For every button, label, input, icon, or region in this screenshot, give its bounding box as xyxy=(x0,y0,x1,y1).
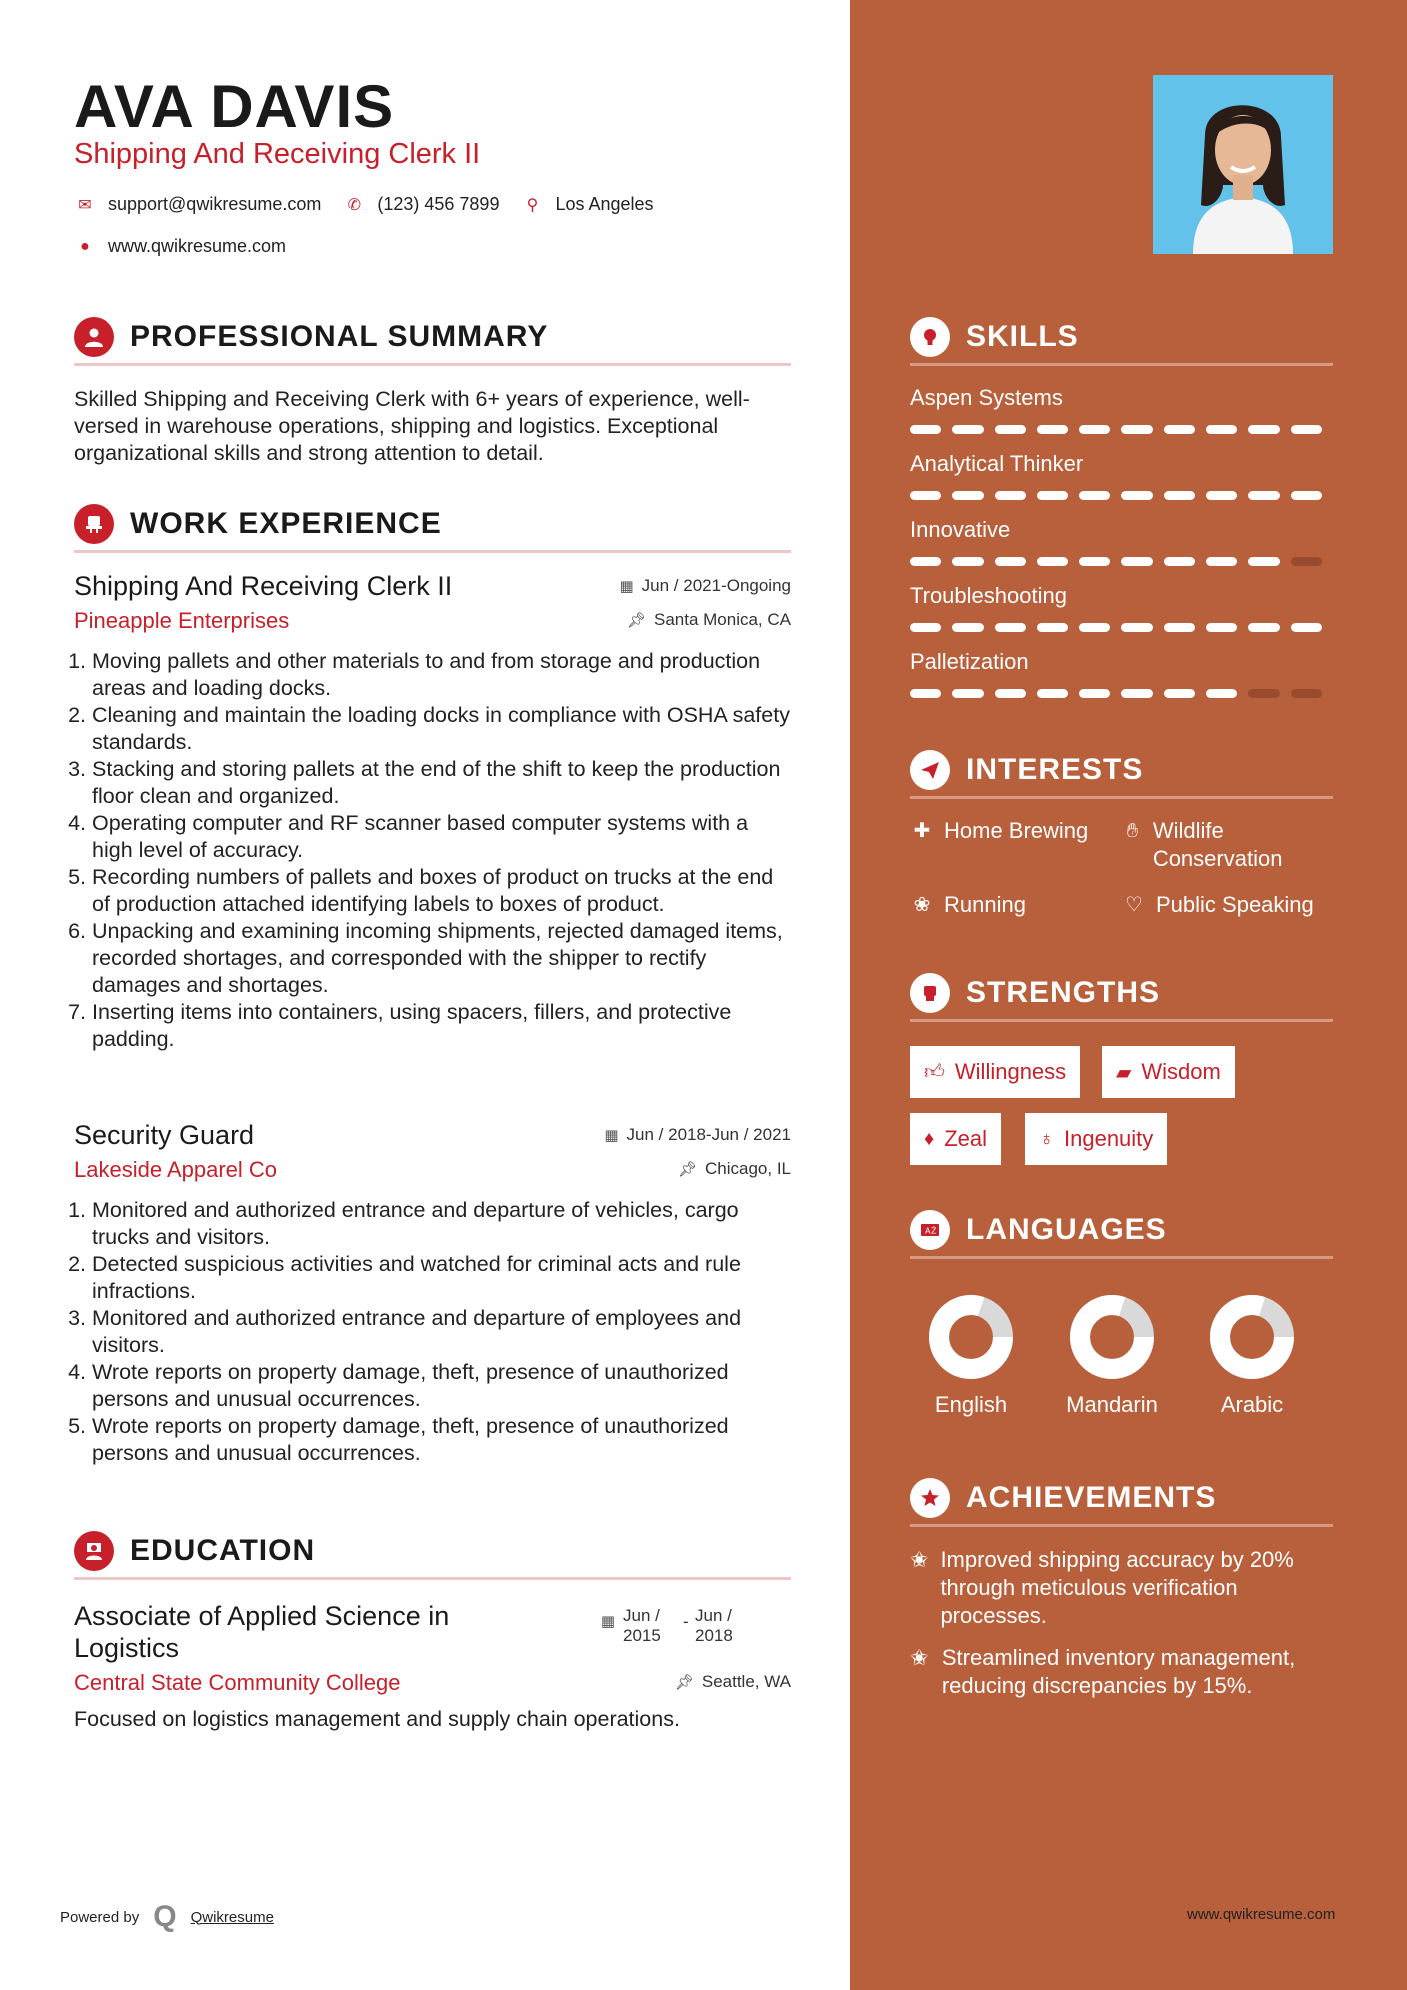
skill-item xyxy=(910,385,1333,434)
job-role: Security Guard xyxy=(74,1120,255,1150)
language-donut xyxy=(1067,1292,1157,1382)
interest-label: Wildlife Conservation xyxy=(1152,818,1283,871)
skill-dot xyxy=(1079,557,1110,566)
list-item: 2. Cleaning and maintain the loading docks in compliance with OSHA safety standards. xyxy=(92,702,791,756)
education-entry xyxy=(74,1600,791,1733)
email-text: support@qwikresume.com xyxy=(108,194,322,214)
user-icon xyxy=(74,317,114,357)
skill-dot xyxy=(952,425,983,434)
skill-level-bar xyxy=(910,557,1333,566)
summary-text: Skilled Shipping and Receiving Clerk with 6+ years of experience, well-versed in warehouse operations, shipping and logistics. Exceptional organizational skills and strong attention to detail. xyxy=(74,387,750,465)
pushpin-icon: 📌︎ xyxy=(626,612,646,629)
education-location-text: Seattle, WA xyxy=(701,1672,791,1691)
contact-phone[interactable] xyxy=(343,194,499,215)
language-item xyxy=(911,1292,1031,1418)
candidate-name: AVA DAVIS xyxy=(74,73,395,140)
education-heading xyxy=(74,1524,791,1580)
qwikresume-logo-icon: Q xyxy=(153,1900,177,1933)
list-item: 7. Inserting items into containers, using spacers, fillers, and protective padding. xyxy=(92,999,791,1053)
paper-plane-icon xyxy=(910,750,950,790)
skill-item xyxy=(910,451,1333,500)
language-icon xyxy=(910,1210,950,1250)
job-date-text: Jun / 2021-Ongoing xyxy=(641,576,791,595)
education-date xyxy=(601,1606,755,1646)
skill-level-bar xyxy=(910,491,1333,500)
language-donut xyxy=(1207,1292,1297,1382)
heartbeat-icon: ♡ xyxy=(1125,894,1143,916)
interest-item xyxy=(1122,817,1332,873)
skill-dot xyxy=(910,557,941,566)
skill-item xyxy=(910,517,1333,566)
footer-powered xyxy=(60,1900,274,1934)
skill-name: Aspen Systems xyxy=(910,385,1063,410)
skills-heading xyxy=(910,310,1333,366)
skill-dot xyxy=(1248,425,1279,434)
job-location-text: Chicago, IL xyxy=(705,1159,791,1178)
strength-label: Zeal xyxy=(944,1126,988,1151)
star-icon: ✬ xyxy=(910,1645,929,1670)
fire-icon: ♦ xyxy=(924,1127,935,1150)
job-company: Pineapple Enterprises xyxy=(74,608,290,633)
website-text: www.qwikresume.com xyxy=(108,236,287,256)
location-text: Los Angeles xyxy=(555,194,654,214)
skill-item xyxy=(910,583,1333,632)
fist-icon xyxy=(910,973,950,1013)
strength-label: Ingenuity xyxy=(1064,1126,1154,1151)
calendar-icon: ▦ xyxy=(600,1613,615,1630)
achievement-item xyxy=(910,1644,1333,1700)
paw-icon: ❀ xyxy=(913,894,931,916)
school: Central State Community College xyxy=(74,1670,401,1695)
list-item: 4. Operating computer and RF scanner based computer systems with a high level of accuracy. xyxy=(92,810,791,864)
interest-item xyxy=(910,891,1026,919)
achievements-heading xyxy=(910,1471,1333,1527)
skill-dot xyxy=(1037,623,1068,632)
skill-dot xyxy=(1164,623,1195,632)
skill-dot xyxy=(952,623,983,632)
skill-dot xyxy=(1206,425,1237,434)
list-item: 2. Detected suspicious activities and watched for criminal acts and rule infractions. xyxy=(92,1251,791,1305)
languages-heading xyxy=(910,1203,1333,1259)
skill-dot xyxy=(910,689,941,698)
skill-dot xyxy=(910,623,941,632)
skill-dot xyxy=(995,425,1026,434)
skill-dot xyxy=(910,425,941,434)
svg-text:Ż: Ż xyxy=(931,1226,937,1235)
contact-website[interactable] xyxy=(74,236,286,257)
skill-name: Innovative xyxy=(910,517,1011,542)
powered-by-text: Powered by xyxy=(60,1908,140,1926)
education-location xyxy=(675,1672,791,1692)
strength-badge xyxy=(910,1046,1080,1098)
skill-dot xyxy=(910,491,941,500)
strengths-heading-label: STRENGTHS xyxy=(966,975,1161,1009)
skill-dot xyxy=(1291,689,1322,698)
interest-item xyxy=(1122,891,1314,919)
education-date-start: Jun / 2015 xyxy=(623,1606,661,1645)
list-item: 1. Monitored and authorized entrance and departure of vehicles, cargo trucks and visitors. xyxy=(92,1197,791,1251)
strength-badge xyxy=(1102,1046,1235,1098)
graduate-icon xyxy=(74,1531,114,1571)
map-marker-icon: ⚲ xyxy=(526,196,539,214)
skill-dot xyxy=(1079,491,1110,500)
job-location xyxy=(678,1159,791,1179)
skill-dot xyxy=(995,689,1026,698)
language-item xyxy=(1192,1292,1312,1418)
skills-heading-label: SKILLS xyxy=(966,319,1079,353)
skill-dot xyxy=(1206,623,1237,632)
degree: Associate of Applied Science in Logistics xyxy=(74,1601,450,1663)
language-donut xyxy=(926,1292,1016,1382)
skill-dot xyxy=(1291,491,1322,500)
skill-name: Troubleshooting xyxy=(910,583,1067,608)
calendar-icon: ▦ xyxy=(604,1127,619,1144)
lightbulb-icon: ♁ xyxy=(1039,1127,1054,1150)
skill-name: Palletization xyxy=(910,649,1029,674)
list-item: 4. Wrote reports on property damage, theft, presence of unauthorized persons and unusual occurrences. xyxy=(92,1359,791,1413)
thumbs-up-icon: 👍︎ xyxy=(924,1061,945,1083)
skill-dot xyxy=(1079,623,1110,632)
contact-email[interactable] xyxy=(74,194,321,215)
job-entry xyxy=(74,570,791,1053)
skill-dot xyxy=(1037,491,1068,500)
contact-row xyxy=(74,194,676,215)
languages-heading-label: LANGUAGES xyxy=(966,1212,1167,1246)
skill-dot xyxy=(1037,557,1068,566)
skill-dot xyxy=(952,491,983,500)
list-item: 1. Moving pallets and other materials to and from storage and production areas and loading docks. xyxy=(92,648,791,702)
achievement-text: Improved shipping accuracy by 20% through meticulous verification processes. xyxy=(940,1547,1294,1628)
education-date-sep: - xyxy=(683,1612,689,1631)
achievements-heading-label: ACHIEVEMENTS xyxy=(966,1480,1217,1514)
svg-text:A: A xyxy=(925,1226,931,1235)
skill-dot xyxy=(1248,491,1279,500)
envelope-icon: ✉ xyxy=(78,196,92,214)
skill-dot xyxy=(952,557,983,566)
interest-item xyxy=(910,817,1088,845)
skill-dot xyxy=(1248,689,1279,698)
language-label: English xyxy=(934,1392,1008,1417)
puzzle-icon: ✚ xyxy=(913,820,931,842)
interest-label: Home Brewing xyxy=(944,818,1089,843)
job-date-text: Jun / 2018-Jun / 2021 xyxy=(626,1125,791,1144)
list-item: 3. Monitored and authorized entrance and departure of employees and visitors. xyxy=(92,1305,791,1359)
skill-dot xyxy=(1079,689,1110,698)
skill-dot xyxy=(952,689,983,698)
skill-level-bar xyxy=(910,425,1333,434)
list-item: 5. Wrote reports on property damage, theft, presence of unauthorized persons and unusual occurrences. xyxy=(92,1413,791,1467)
interest-label: Running xyxy=(944,892,1026,917)
contact-row-2 xyxy=(74,236,308,257)
pushpin-icon: 📌︎ xyxy=(677,1161,697,1178)
skill-dot xyxy=(1164,557,1195,566)
list-item: 5. Recording numbers of pallets and boxes of product on trucks at the end of production attached identifying labels to boxes of product. xyxy=(92,864,791,918)
language-item xyxy=(1052,1292,1172,1418)
list-item: 6. Unpacking and examining incoming shipments, rejected damaged items, recorded shortages, and corresponded with the shipper to rectify damages and shortages. xyxy=(92,918,791,999)
skill-level-bar xyxy=(910,623,1333,632)
experience-heading xyxy=(74,497,791,553)
language-label: Arabic xyxy=(1220,1392,1284,1417)
skill-dot xyxy=(1291,557,1322,566)
calendar-icon: ▦ xyxy=(619,578,634,595)
job-bullets xyxy=(74,648,791,1053)
job-date xyxy=(604,1125,791,1145)
education-date-end: Jun / 2018 xyxy=(695,1606,733,1645)
skill-dot xyxy=(1291,425,1322,434)
skill-dot xyxy=(1121,425,1152,434)
skill-dot xyxy=(1121,557,1152,566)
book-icon: ▰ xyxy=(1116,1061,1132,1084)
skill-level-bar xyxy=(910,689,1333,698)
strength-badge xyxy=(910,1113,1001,1165)
language-label: Mandarin xyxy=(1066,1392,1158,1417)
skill-dot xyxy=(1164,491,1195,500)
job-bullets xyxy=(74,1197,791,1467)
skill-dot xyxy=(1037,689,1068,698)
candidate-title: Shipping And Receiving Clerk II xyxy=(74,138,481,170)
skill-dot xyxy=(1121,623,1152,632)
job-role: Shipping And Receiving Clerk II xyxy=(74,571,453,601)
summary-heading-label: PROFESSIONAL SUMMARY xyxy=(130,319,549,353)
globe-icon: ● xyxy=(80,237,90,255)
skill-dot xyxy=(1121,689,1152,698)
skill-dot xyxy=(1037,425,1068,434)
education-heading-label: EDUCATION xyxy=(130,1533,316,1567)
phone-text: (123) 456 7899 xyxy=(377,194,500,214)
achievement-text: Streamlined inventory management, reducing discrepancies by 15%. xyxy=(941,1645,1296,1698)
pushpin-icon: 📌︎ xyxy=(674,1674,694,1691)
footer-website[interactable]: www.qwikresume.com xyxy=(1187,1906,1336,1923)
skill-dot xyxy=(1164,689,1195,698)
skill-name: Analytical Thinker xyxy=(910,451,1084,476)
skill-dot xyxy=(1248,557,1279,566)
job-location-text: Santa Monica, CA xyxy=(653,610,791,629)
skill-dot xyxy=(1291,623,1322,632)
skill-dot xyxy=(995,557,1026,566)
star-hand-icon xyxy=(910,1478,950,1518)
strength-label: Willingness xyxy=(954,1059,1067,1084)
star-icon: ✬ xyxy=(910,1547,929,1572)
job-date xyxy=(619,576,791,596)
strengths-heading xyxy=(910,966,1333,1022)
job-location xyxy=(627,610,791,630)
strength-badge xyxy=(1025,1113,1167,1165)
phone-icon: ✆ xyxy=(347,196,362,214)
skill-dot xyxy=(1206,689,1237,698)
skill-dot xyxy=(1121,491,1152,500)
education-description: Focused on logistics management and supply chain operations. xyxy=(74,1707,680,1731)
skill-dot xyxy=(1164,425,1195,434)
job-entry xyxy=(74,1119,791,1467)
experience-heading-label: WORK EXPERIENCE xyxy=(130,506,442,540)
profile-photo xyxy=(1153,75,1333,254)
hand-paper-icon: ✋︎ xyxy=(1126,820,1139,842)
skill-dot xyxy=(995,491,1026,500)
skill-dot xyxy=(1248,623,1279,632)
brand-link[interactable]: Qwikresume xyxy=(190,1908,274,1926)
achievement-item xyxy=(910,1546,1333,1630)
skill-dot xyxy=(1206,491,1237,500)
summary-heading xyxy=(74,310,791,366)
skill-dot xyxy=(1079,425,1110,434)
interests-heading-label: INTERESTS xyxy=(966,752,1144,786)
contact-location xyxy=(521,194,653,215)
interest-label: Public Speaking xyxy=(1156,892,1314,917)
lightbulb-head-icon xyxy=(910,317,950,357)
skill-item xyxy=(910,649,1333,698)
interests-heading xyxy=(910,743,1333,799)
job-company: Lakeside Apparel Co xyxy=(74,1157,278,1182)
skill-dot xyxy=(1206,557,1237,566)
strength-label: Wisdom xyxy=(1141,1059,1221,1084)
list-item: 3. Stacking and storing pallets at the end of the shift to keep the production floor clean and organized. xyxy=(92,756,791,810)
briefcase-icon xyxy=(74,504,114,544)
skill-dot xyxy=(995,623,1026,632)
